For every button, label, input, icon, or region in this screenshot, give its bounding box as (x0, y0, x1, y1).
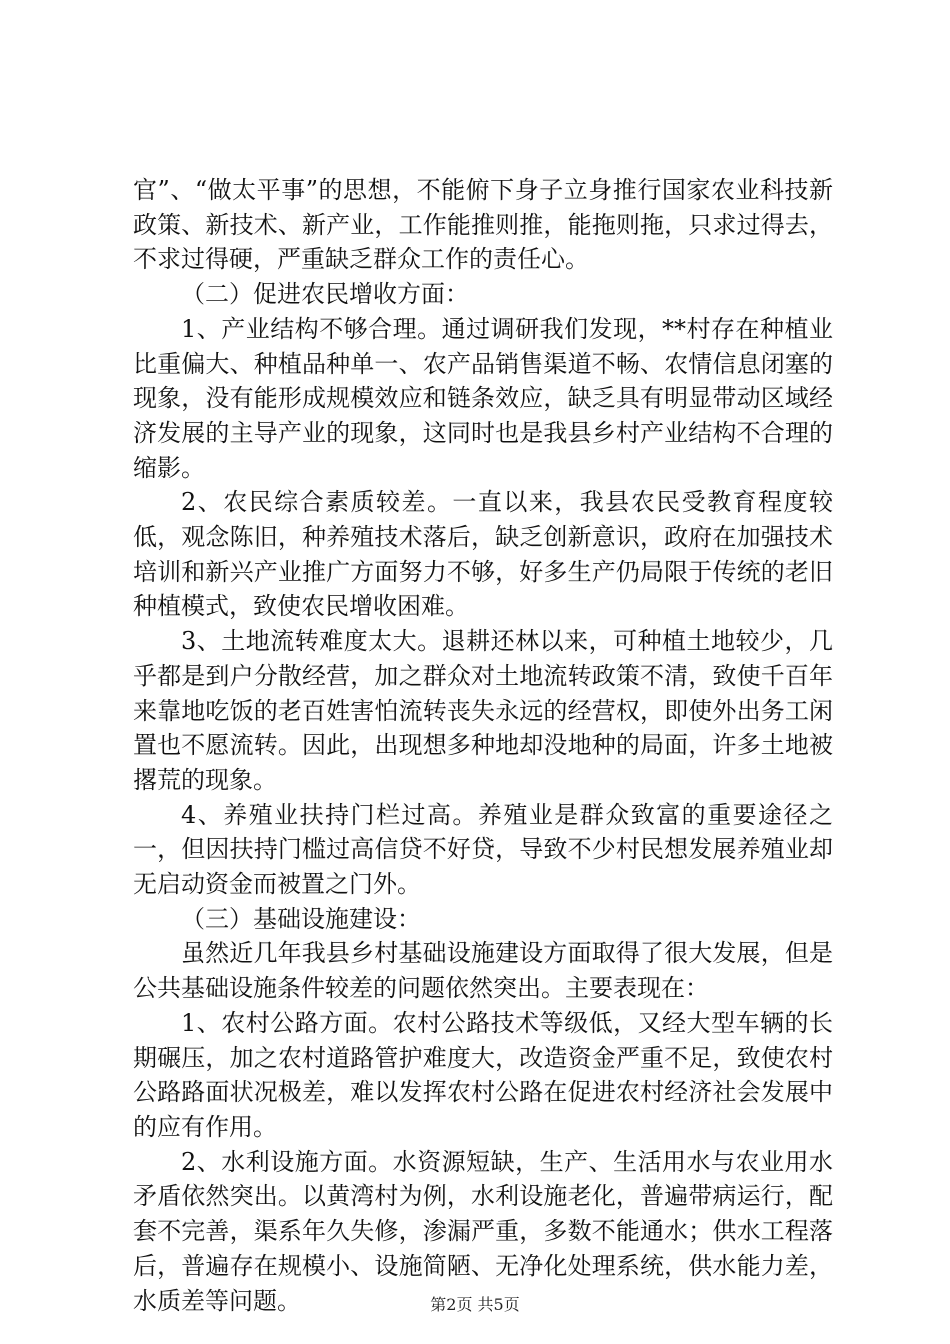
document-body (133, 173, 833, 1318)
paragraph-industry-structure: 1、产业结构不够合理。通过调研我们发现，**村存在种植业比重偏大、种植品种单一、农产品销售渠道不畅、农情信息闭塞的现象，没有能形成规模效应和链条效应，缺乏具有明显带动区域经济发展的主导产业的现象，这同时也是我县乡村产业结构不合理的缩影。 (133, 314, 833, 482)
paragraph-water-facilities: 2、水利设施方面。水资源短缺，生产、生活用水与农业用水矛盾依然突出。以黄湾村为例，水利设施老化，普遍带病运行，配套不完善，渠系年久失修，渗漏严重，多数不能通水；供水工程落后，普遍存在规模小、设施简陋、无净化处理系统，供水能力差，水质差等问题。 (133, 1147, 833, 1315)
paragraph-infrastructure-intro: 虽然近几年我县乡村基础设施建设方面取得了很大发展，但是公共基础设施条件较差的问题依然突出。主要表现在： (133, 939, 833, 1003)
paragraph-rural-roads: 1、农村公路方面。农村公路技术等级低，又经大型车辆的长期碾压，加之农村道路管护难度大，改造资金严重不足，致使农村公路路面状况极差，难以发挥农村公路在促进农村经济社会发展中的应有作用。 (133, 1008, 833, 1141)
section-heading-3: （三）基础设施建设： (181, 904, 421, 933)
page-footer: 第2页 共5页 (430, 1295, 520, 1314)
paragraph-continuation: 官”、“做太平事”的思想，不能俯下身子立身推行国家农业科技新政策、新技术、新产业，工作能推则推，能拖则拖，只求过得去，不求过得硬，严重缺乏群众工作的责任心。 (133, 176, 833, 274)
paragraph-breeding-support: 4、养殖业扶持门栏过高。养殖业是群众致富的重要途径之一，但因扶持门槛过高信贷不好贷，导致不少村民想发展养殖业却无启动资金而被置之门外。 (133, 800, 833, 899)
paragraph-land-transfer: 3、土地流转难度太大。退耕还林以来，可种植土地较少，几乎都是到户分散经营，加之群众对土地流转政策不清，致使千百年来靠地吃饭的老百姓害怕流转丧失永远的经营权，即使外出务工闲置也不愿流转。因此，出现想多种地却没地种的局面，许多土地被撂荒的现象。 (133, 627, 833, 794)
paragraph-farmer-quality: 2、农民综合素质较差。一直以来，我县农民受教育程度较低，观念陈旧，种养殖技术落后，缺乏创新意识，政府在加强技术培训和新兴产业推广方面努力不够，好多生产仍局限于传统的老旧种植模式，致使农民增收困难。 (133, 488, 833, 621)
section-heading-2: （二）促进农民增收方面： (181, 280, 469, 309)
